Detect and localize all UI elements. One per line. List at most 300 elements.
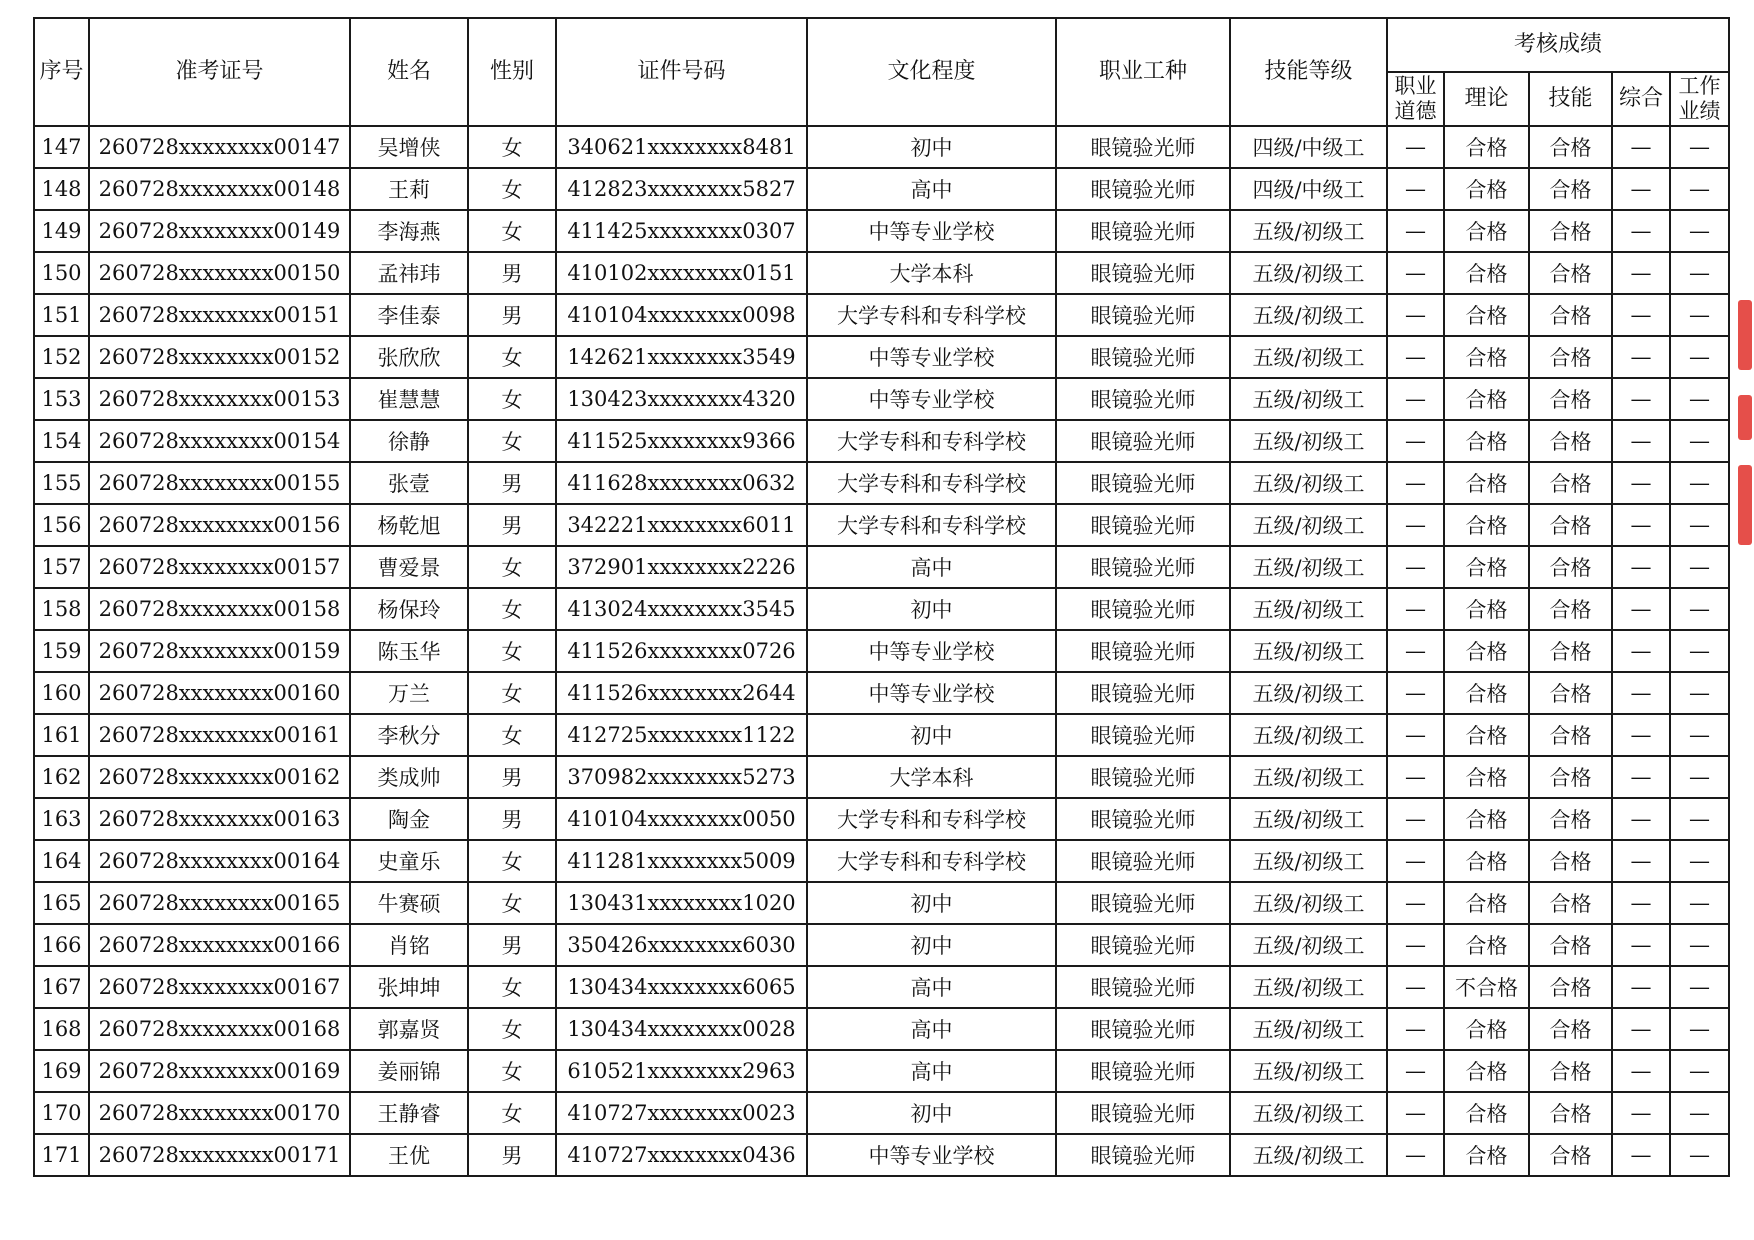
cell-exam-no: 260728xxxxxxxx00152 (89, 336, 350, 378)
cell-work-performance: — (1670, 1050, 1729, 1092)
cell-occupation: 眼镜验光师 (1056, 378, 1230, 420)
cell-gender: 男 (468, 252, 556, 294)
cell-theory: 合格 (1444, 1134, 1529, 1176)
cell-overall: — (1612, 252, 1670, 294)
cell-work-performance: — (1670, 210, 1729, 252)
cell-skill-level: 五级/初级工 (1230, 252, 1387, 294)
assessment-results-table (33, 17, 1730, 1177)
cell-id-no: 411628xxxxxxxx0632 (556, 462, 807, 504)
cell-skill: 合格 (1529, 882, 1612, 924)
cell-gender: 女 (468, 420, 556, 462)
cell-ethics: — (1387, 252, 1444, 294)
cell-work-performance: — (1670, 882, 1729, 924)
table-row (34, 546, 1729, 588)
cell-name: 张坤坤 (350, 966, 468, 1008)
cell-occupation: 眼镜验光师 (1056, 126, 1230, 168)
cell-theory: 合格 (1444, 882, 1529, 924)
cell-work-performance: — (1670, 756, 1729, 798)
cell-id-no: 410104xxxxxxxx0050 (556, 798, 807, 840)
cell-ethics: — (1387, 462, 1444, 504)
cell-seq: 158 (34, 588, 89, 630)
cell-exam-no: 260728xxxxxxxx00151 (89, 294, 350, 336)
cell-skill: 合格 (1529, 1050, 1612, 1092)
cell-theory: 合格 (1444, 168, 1529, 210)
cell-skill: 合格 (1529, 714, 1612, 756)
cell-theory: 合格 (1444, 630, 1529, 672)
cell-name: 姜丽锦 (350, 1050, 468, 1092)
cell-exam-no: 260728xxxxxxxx00153 (89, 378, 350, 420)
cell-exam-no: 260728xxxxxxxx00161 (89, 714, 350, 756)
cell-gender: 女 (468, 1008, 556, 1050)
cell-education: 初中 (807, 924, 1056, 966)
cell-education: 高中 (807, 1008, 1056, 1050)
cell-gender: 男 (468, 924, 556, 966)
cell-exam-no: 260728xxxxxxxx00158 (89, 588, 350, 630)
cell-id-no: 411425xxxxxxxx0307 (556, 210, 807, 252)
cell-name: 王优 (350, 1134, 468, 1176)
cell-id-no: 411525xxxxxxxx9366 (556, 420, 807, 462)
cell-theory: 合格 (1444, 672, 1529, 714)
cell-education: 大学专科和专科学校 (807, 504, 1056, 546)
cell-id-no: 411526xxxxxxxx0726 (556, 630, 807, 672)
table-row (34, 336, 1729, 378)
cell-theory: 合格 (1444, 126, 1529, 168)
red-seal-stamp (1732, 300, 1754, 550)
header-exam-no: 准考证号 (89, 18, 350, 126)
cell-id-no: 130431xxxxxxxx1020 (556, 882, 807, 924)
cell-seq: 163 (34, 798, 89, 840)
cell-name: 陈玉华 (350, 630, 468, 672)
cell-education: 高中 (807, 168, 1056, 210)
stamp-mark (1738, 465, 1752, 545)
table-row (34, 1050, 1729, 1092)
cell-gender: 女 (468, 966, 556, 1008)
cell-overall: — (1612, 210, 1670, 252)
table-row (34, 882, 1729, 924)
cell-ethics: — (1387, 1092, 1444, 1134)
cell-exam-no: 260728xxxxxxxx00155 (89, 462, 350, 504)
cell-seq: 171 (34, 1134, 89, 1176)
cell-overall: — (1612, 1134, 1670, 1176)
cell-ethics: — (1387, 756, 1444, 798)
cell-skill: 合格 (1529, 210, 1612, 252)
table-row (34, 1008, 1729, 1050)
cell-ethics: — (1387, 672, 1444, 714)
cell-gender: 男 (468, 756, 556, 798)
cell-gender: 女 (468, 882, 556, 924)
cell-education: 中等专业学校 (807, 672, 1056, 714)
cell-ethics: — (1387, 294, 1444, 336)
cell-name: 徐静 (350, 420, 468, 462)
cell-skill: 合格 (1529, 126, 1612, 168)
cell-seq: 153 (34, 378, 89, 420)
cell-seq: 170 (34, 1092, 89, 1134)
cell-education: 大学本科 (807, 756, 1056, 798)
cell-skill: 合格 (1529, 546, 1612, 588)
cell-seq: 168 (34, 1008, 89, 1050)
cell-name: 万兰 (350, 672, 468, 714)
table-row (34, 1134, 1729, 1176)
cell-id-no: 130434xxxxxxxx6065 (556, 966, 807, 1008)
cell-skill: 合格 (1529, 966, 1612, 1008)
cell-exam-no: 260728xxxxxxxx00160 (89, 672, 350, 714)
cell-theory: 合格 (1444, 1050, 1529, 1092)
table-row (34, 126, 1729, 168)
cell-occupation: 眼镜验光师 (1056, 630, 1230, 672)
cell-occupation: 眼镜验光师 (1056, 798, 1230, 840)
cell-occupation: 眼镜验光师 (1056, 1050, 1230, 1092)
cell-exam-no: 260728xxxxxxxx00147 (89, 126, 350, 168)
cell-overall: — (1612, 1092, 1670, 1134)
cell-gender: 女 (468, 126, 556, 168)
cell-seq: 148 (34, 168, 89, 210)
cell-overall: — (1612, 336, 1670, 378)
cell-ethics: — (1387, 588, 1444, 630)
cell-exam-no: 260728xxxxxxxx00156 (89, 504, 350, 546)
header-gender: 性别 (468, 18, 556, 126)
cell-gender: 男 (468, 504, 556, 546)
cell-occupation: 眼镜验光师 (1056, 1134, 1230, 1176)
cell-skill: 合格 (1529, 1134, 1612, 1176)
table-row (34, 294, 1729, 336)
cell-education: 初中 (807, 882, 1056, 924)
cell-occupation: 眼镜验光师 (1056, 252, 1230, 294)
cell-gender: 女 (468, 168, 556, 210)
cell-gender: 女 (468, 672, 556, 714)
header-id-no: 证件号码 (556, 18, 807, 126)
cell-skill: 合格 (1529, 336, 1612, 378)
cell-overall: — (1612, 168, 1670, 210)
cell-exam-no: 260728xxxxxxxx00165 (89, 882, 350, 924)
cell-id-no: 410104xxxxxxxx0098 (556, 294, 807, 336)
cell-skill: 合格 (1529, 1092, 1612, 1134)
cell-name: 李海燕 (350, 210, 468, 252)
cell-skill-level: 五级/初级工 (1230, 462, 1387, 504)
cell-theory: 合格 (1444, 546, 1529, 588)
cell-id-no: 413024xxxxxxxx3545 (556, 588, 807, 630)
cell-id-no: 410102xxxxxxxx0151 (556, 252, 807, 294)
cell-occupation: 眼镜验光师 (1056, 1008, 1230, 1050)
cell-theory: 合格 (1444, 588, 1529, 630)
cell-ethics: — (1387, 966, 1444, 1008)
cell-skill-level: 五级/初级工 (1230, 840, 1387, 882)
cell-education: 高中 (807, 546, 1056, 588)
header-ethics: 职业道德 (1387, 72, 1444, 126)
cell-occupation: 眼镜验光师 (1056, 588, 1230, 630)
cell-skill-level: 五级/初级工 (1230, 798, 1387, 840)
cell-work-performance: — (1670, 294, 1729, 336)
cell-ethics: — (1387, 1134, 1444, 1176)
cell-skill: 合格 (1529, 756, 1612, 798)
header-scores-group: 考核成绩 (1387, 18, 1729, 72)
cell-occupation: 眼镜验光师 (1056, 1092, 1230, 1134)
cell-exam-no: 260728xxxxxxxx00169 (89, 1050, 350, 1092)
cell-skill-level: 五级/初级工 (1230, 1050, 1387, 1092)
cell-work-performance: — (1670, 1134, 1729, 1176)
cell-education: 高中 (807, 1050, 1056, 1092)
cell-skill-level: 五级/初级工 (1230, 504, 1387, 546)
header-name: 姓名 (350, 18, 468, 126)
cell-overall: — (1612, 294, 1670, 336)
cell-theory: 合格 (1444, 714, 1529, 756)
cell-gender: 女 (468, 336, 556, 378)
cell-id-no: 412823xxxxxxxx5827 (556, 168, 807, 210)
cell-exam-no: 260728xxxxxxxx00168 (89, 1008, 350, 1050)
cell-theory: 合格 (1444, 1008, 1529, 1050)
cell-ethics: — (1387, 126, 1444, 168)
cell-skill: 合格 (1529, 588, 1612, 630)
cell-gender: 女 (468, 378, 556, 420)
cell-gender: 男 (468, 462, 556, 504)
cell-education: 中等专业学校 (807, 378, 1056, 420)
cell-skill-level: 四级/中级工 (1230, 126, 1387, 168)
cell-overall: — (1612, 756, 1670, 798)
cell-name: 曹爱景 (350, 546, 468, 588)
cell-overall: — (1612, 714, 1670, 756)
cell-skill: 合格 (1529, 504, 1612, 546)
table-row (34, 714, 1729, 756)
table-header (34, 18, 1729, 126)
cell-skill-level: 五级/初级工 (1230, 630, 1387, 672)
cell-skill: 合格 (1529, 798, 1612, 840)
cell-exam-no: 260728xxxxxxxx00157 (89, 546, 350, 588)
table-row (34, 462, 1729, 504)
cell-exam-no: 260728xxxxxxxx00167 (89, 966, 350, 1008)
cell-id-no: 370982xxxxxxxx5273 (556, 756, 807, 798)
cell-name: 孟祎玮 (350, 252, 468, 294)
cell-seq: 152 (34, 336, 89, 378)
cell-seq: 147 (34, 126, 89, 168)
cell-ethics: — (1387, 168, 1444, 210)
cell-occupation: 眼镜验光师 (1056, 336, 1230, 378)
cell-gender: 女 (468, 714, 556, 756)
cell-occupation: 眼镜验光师 (1056, 714, 1230, 756)
cell-id-no: 410727xxxxxxxx0436 (556, 1134, 807, 1176)
table-row (34, 630, 1729, 672)
cell-theory: 合格 (1444, 462, 1529, 504)
cell-skill-level: 五级/初级工 (1230, 756, 1387, 798)
cell-work-performance: — (1670, 798, 1729, 840)
cell-skill: 合格 (1529, 840, 1612, 882)
cell-overall: — (1612, 672, 1670, 714)
cell-work-performance: — (1670, 546, 1729, 588)
cell-occupation: 眼镜验光师 (1056, 882, 1230, 924)
table-row (34, 420, 1729, 462)
cell-skill: 合格 (1529, 378, 1612, 420)
cell-gender: 女 (468, 1050, 556, 1092)
cell-id-no: 372901xxxxxxxx2226 (556, 546, 807, 588)
cell-education: 高中 (807, 966, 1056, 1008)
cell-ethics: — (1387, 378, 1444, 420)
cell-work-performance: — (1670, 588, 1729, 630)
cell-occupation: 眼镜验光师 (1056, 756, 1230, 798)
cell-overall: — (1612, 378, 1670, 420)
cell-seq: 149 (34, 210, 89, 252)
header-skill: 技能 (1529, 72, 1612, 126)
stamp-mark (1738, 395, 1752, 440)
cell-skill-level: 五级/初级工 (1230, 336, 1387, 378)
cell-theory: 合格 (1444, 504, 1529, 546)
cell-work-performance: — (1670, 252, 1729, 294)
cell-name: 肖铭 (350, 924, 468, 966)
cell-exam-no: 260728xxxxxxxx00149 (89, 210, 350, 252)
cell-skill-level: 五级/初级工 (1230, 1134, 1387, 1176)
header-occupation: 职业工种 (1056, 18, 1230, 126)
table-row (34, 672, 1729, 714)
cell-ethics: — (1387, 924, 1444, 966)
cell-occupation: 眼镜验光师 (1056, 966, 1230, 1008)
cell-seq: 162 (34, 756, 89, 798)
header-skill-level: 技能等级 (1230, 18, 1387, 126)
cell-work-performance: — (1670, 840, 1729, 882)
cell-work-performance: — (1670, 924, 1729, 966)
cell-id-no: 142621xxxxxxxx3549 (556, 336, 807, 378)
cell-work-performance: — (1670, 504, 1729, 546)
cell-exam-no: 260728xxxxxxxx00164 (89, 840, 350, 882)
cell-seq: 155 (34, 462, 89, 504)
cell-overall: — (1612, 966, 1670, 1008)
table-row (34, 504, 1729, 546)
cell-education: 初中 (807, 126, 1056, 168)
cell-occupation: 眼镜验光师 (1056, 420, 1230, 462)
cell-id-no: 130434xxxxxxxx0028 (556, 1008, 807, 1050)
cell-id-no: 130423xxxxxxxx4320 (556, 378, 807, 420)
table-row (34, 756, 1729, 798)
cell-skill: 合格 (1529, 168, 1612, 210)
cell-seq: 160 (34, 672, 89, 714)
cell-theory: 合格 (1444, 336, 1529, 378)
cell-exam-no: 260728xxxxxxxx00166 (89, 924, 350, 966)
cell-exam-no: 260728xxxxxxxx00162 (89, 756, 350, 798)
cell-name: 吴增侠 (350, 126, 468, 168)
cell-education: 大学专科和专科学校 (807, 798, 1056, 840)
cell-skill-level: 五级/初级工 (1230, 546, 1387, 588)
cell-overall: — (1612, 924, 1670, 966)
cell-skill-level: 五级/初级工 (1230, 210, 1387, 252)
cell-name: 王莉 (350, 168, 468, 210)
cell-skill-level: 五级/初级工 (1230, 1008, 1387, 1050)
cell-ethics: — (1387, 882, 1444, 924)
cell-exam-no: 260728xxxxxxxx00154 (89, 420, 350, 462)
stamp-mark (1738, 300, 1752, 370)
cell-seq: 166 (34, 924, 89, 966)
header-work-performance: 工作业绩 (1670, 72, 1729, 126)
cell-overall: — (1612, 462, 1670, 504)
cell-theory: 合格 (1444, 924, 1529, 966)
cell-seq: 165 (34, 882, 89, 924)
cell-theory: 合格 (1444, 756, 1529, 798)
cell-work-performance: — (1670, 630, 1729, 672)
cell-work-performance: — (1670, 336, 1729, 378)
cell-education: 大学专科和专科学校 (807, 840, 1056, 882)
cell-gender: 女 (468, 210, 556, 252)
cell-theory: 合格 (1444, 840, 1529, 882)
cell-id-no: 410727xxxxxxxx0023 (556, 1092, 807, 1134)
cell-work-performance: — (1670, 462, 1729, 504)
cell-gender: 男 (468, 294, 556, 336)
cell-theory: 合格 (1444, 798, 1529, 840)
cell-occupation: 眼镜验光师 (1056, 462, 1230, 504)
cell-occupation: 眼镜验光师 (1056, 672, 1230, 714)
cell-occupation: 眼镜验光师 (1056, 168, 1230, 210)
cell-occupation: 眼镜验光师 (1056, 294, 1230, 336)
cell-skill: 合格 (1529, 924, 1612, 966)
cell-exam-no: 260728xxxxxxxx00171 (89, 1134, 350, 1176)
cell-seq: 157 (34, 546, 89, 588)
cell-work-performance: — (1670, 966, 1729, 1008)
cell-name: 杨保玲 (350, 588, 468, 630)
cell-exam-no: 260728xxxxxxxx00159 (89, 630, 350, 672)
cell-theory: 合格 (1444, 252, 1529, 294)
cell-education: 初中 (807, 1092, 1056, 1134)
cell-work-performance: — (1670, 672, 1729, 714)
cell-skill-level: 五级/初级工 (1230, 420, 1387, 462)
cell-name: 杨乾旭 (350, 504, 468, 546)
cell-ethics: — (1387, 504, 1444, 546)
header-seq: 序号 (34, 18, 89, 126)
table-body (34, 126, 1729, 1176)
cell-gender: 女 (468, 840, 556, 882)
table-row (34, 966, 1729, 1008)
cell-ethics: — (1387, 1050, 1444, 1092)
cell-id-no: 340621xxxxxxxx8481 (556, 126, 807, 168)
cell-education: 中等专业学校 (807, 210, 1056, 252)
cell-skill-level: 五级/初级工 (1230, 1092, 1387, 1134)
cell-overall: — (1612, 630, 1670, 672)
cell-education: 中等专业学校 (807, 1134, 1056, 1176)
cell-gender: 女 (468, 1092, 556, 1134)
cell-name: 崔慧慧 (350, 378, 468, 420)
cell-skill: 合格 (1529, 252, 1612, 294)
cell-theory: 合格 (1444, 1092, 1529, 1134)
cell-exam-no: 260728xxxxxxxx00163 (89, 798, 350, 840)
cell-skill-level: 五级/初级工 (1230, 882, 1387, 924)
cell-occupation: 眼镜验光师 (1056, 546, 1230, 588)
cell-overall: — (1612, 840, 1670, 882)
cell-gender: 女 (468, 588, 556, 630)
cell-overall: — (1612, 798, 1670, 840)
cell-name: 李秋分 (350, 714, 468, 756)
cell-work-performance: — (1670, 1092, 1729, 1134)
cell-ethics: — (1387, 798, 1444, 840)
cell-id-no: 350426xxxxxxxx6030 (556, 924, 807, 966)
cell-exam-no: 260728xxxxxxxx00150 (89, 252, 350, 294)
cell-education: 初中 (807, 588, 1056, 630)
cell-skill-level: 五级/初级工 (1230, 924, 1387, 966)
table-row (34, 840, 1729, 882)
cell-seq: 154 (34, 420, 89, 462)
cell-overall: — (1612, 588, 1670, 630)
cell-seq: 161 (34, 714, 89, 756)
cell-name: 张欣欣 (350, 336, 468, 378)
table-row (34, 588, 1729, 630)
cell-theory: 合格 (1444, 378, 1529, 420)
cell-work-performance: — (1670, 714, 1729, 756)
cell-id-no: 610521xxxxxxxx2963 (556, 1050, 807, 1092)
cell-education: 中等专业学校 (807, 336, 1056, 378)
cell-ethics: — (1387, 336, 1444, 378)
cell-gender: 女 (468, 630, 556, 672)
cell-overall: — (1612, 1008, 1670, 1050)
cell-overall: — (1612, 504, 1670, 546)
cell-theory: 合格 (1444, 420, 1529, 462)
cell-ethics: — (1387, 840, 1444, 882)
cell-occupation: 眼镜验光师 (1056, 504, 1230, 546)
cell-seq: 151 (34, 294, 89, 336)
cell-skill: 合格 (1529, 630, 1612, 672)
cell-name: 牛赛硕 (350, 882, 468, 924)
cell-occupation: 眼镜验光师 (1056, 924, 1230, 966)
